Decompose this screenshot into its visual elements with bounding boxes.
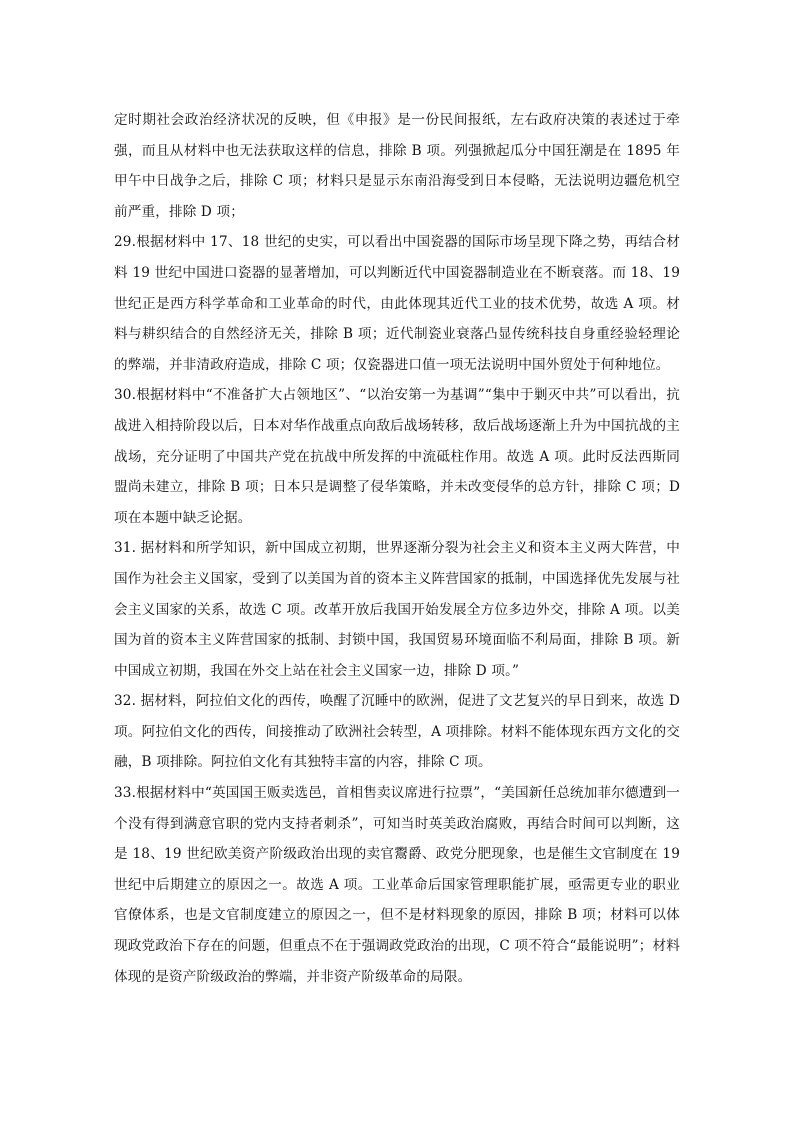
paragraph-answer-32: 32. 据材料，阿拉伯文化的西传，唤醒了沉睡中的欧洲，促进了文艺复兴的早日到来，故选 D 项。阿拉伯文化的西传，间接推动了欧洲社会转型，A 项排除。材料不能体现东西方文化的交融，B 项排除。阿拉伯文化有其独特丰富的内容，排除 C 项。 (114, 693, 680, 771)
paragraph-answer-29: 29.根据材料中 17、18 世纪的史实，可以看出中国瓷器的国际市场呈现下降之势，再结合材料 19 世纪中国进口瓷器的显著增加，可以判断近代中国瓷器制造业在不断衰落。而 18、19 世纪正是西方科学革命和工业革命的时代，由此体现其近代工业的技术优势，故选 A 项。材料与耕织结合的自然经济无关，排除 B 项；近代制瓷业衰落凸显传统科技自身重经验轻理论的弊端，并非清政府造成，排除 C 项；仅瓷器进口值一项无法说明中国外贸处于何种地位。 (114, 234, 680, 373)
paragraph-answer-31: 31. 据材料和所学知识，新中国成立初期，世界逐渐分裂为社会主义和资本主义两大阵营，中国作为社会主义国家，受到了以美国为首的资本主义阵营国家的抵制，中国选择优先发展与社会主义国家的关系，故选 C 项。改革开放后我国开始发展全方位多边外交，排除 A 项。以美国为首的资本主义阵营国家的抵制、封锁中国，我国贸易环境面临不利局面，排除 B 项。新中国成立初期，我国在外交上站在社会主义国家一边，排除 D 项。” (114, 540, 680, 679)
paragraph-continued-answer-28: 定时期社会政治经济状况的反映，但《申报》是一份民间报纸，左右政府决策的表述过于牵强，而且从材料中也无法获取这样的信息，排除 B 项。列强掀起瓜分中国狂潮是在 1895 年甲午中日战争之后，排除 C 项；材料只是显示东南沿海受到日本侵略，无法说明边疆危机空前严重，排除 D 项； (114, 112, 680, 220)
paragraph-answer-30: 30.根据材料中“不准备扩大占领地区”、“以治安第一为基调”“集中于剿灭中共”可以看出，抗战进入相持阶段以后，日本对华作战重点向敌后战场转移，敌后战场逐渐上升为中国抗战的主战场，充分证明了中国共产党在抗战中所发挥的中流砥柱作用。故选 A 项。此时反法西斯同盟尚未建立，排除 B 项；日本只是调整了侵华策略，并未改变侵华的总方针，排除 C 项；D 项在本题中缺乏论据。 (114, 387, 680, 526)
paragraph-answer-33: 33.根据材料中“英国国王贩卖选邑，首相售卖议席进行拉票”，“美国新任总统加菲尔德遭到一个没有得到满意官职的党内支持者刺杀”，可知当时英美政治腐败，再结合时间可以判断，这是 18、19 世纪欧美资产阶级政治出现的卖官鬻爵、政党分肥现象，也是催生文官制度在 19 世纪中后期建立的原因之一。故选 A 项。工业革命后国家管理职能扩展，亟需更专业的职业官僚体系，也是文官制度建立的原因之一，但不是材料现象的原因，排除 B 项；材料可以体现政党政治下存在的问题，但重点不在于强调政党政治的出现，C 项不符合“最能说明”；材料体现的是资产阶级政治的弊端，并非资产阶级革命的局限。 (114, 785, 680, 985)
answer-explanations (114, 105, 680, 992)
